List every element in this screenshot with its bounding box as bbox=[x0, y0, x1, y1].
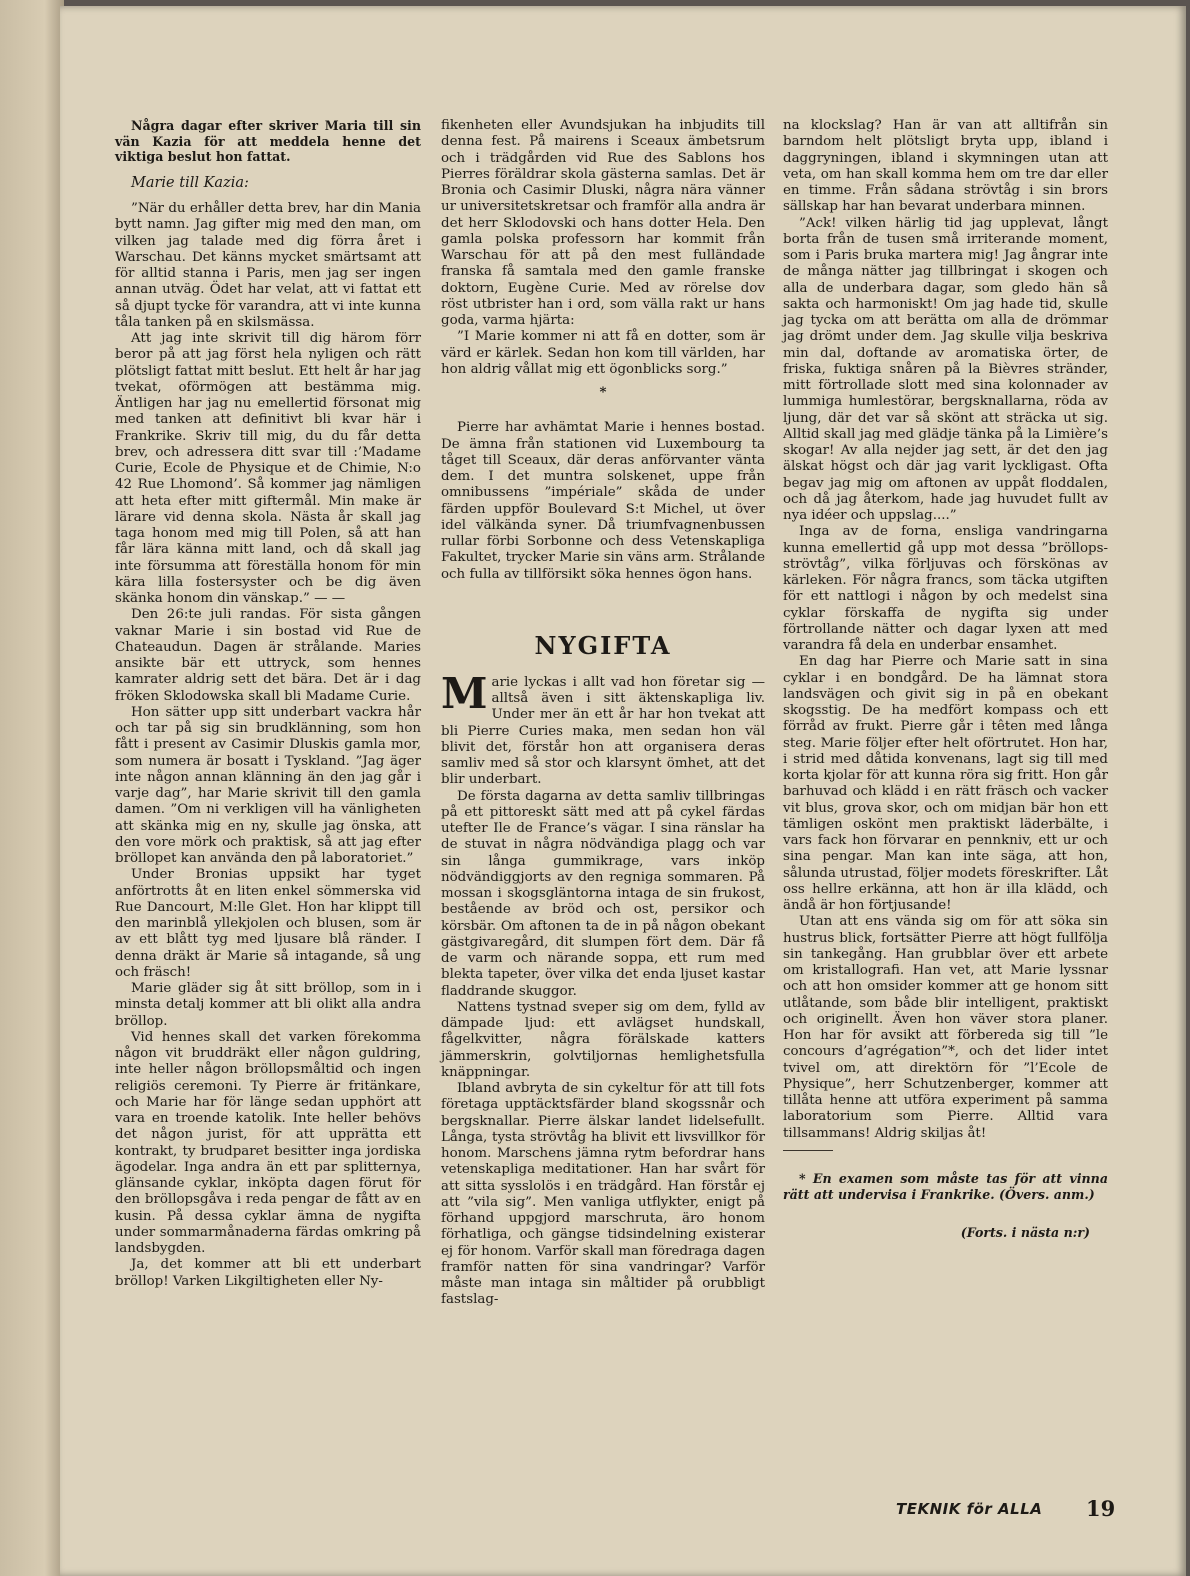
lead-text: arie lyckas i allt vad hon företar sig — alltså även i sitt äktenskapliga liv. Under mer än ett år har hon tvekat att bli Pierre Curies maka, men sedan hon väl blivit det, förstår hon att organisera deras samliv med så stor och klarsynt ömhet, att det blir underbart. bbox=[441, 674, 765, 788]
paragraph: na klockslag? Han är van att alltifrån sin barndom helt plötsligt bryta upp, ibland i daggryningen, ibland i skymningen utan att veta, om han skall komma hem om tre dar eller en timme. Från sådana strövtåg i sin brors sällskap har han bevarat underbara minnen. bbox=[783, 118, 1108, 215]
paragraph: Hon sätter upp sitt underbart vackra hår och tar på sig sin brudklänning, som hon fått i present av Casimir Dluskis gamla mor, som numera är bosatt i Tyskland. ”Jag äger inte någon annan klänning än den jag går i varje dag”, har Marie skrivit till den gamla damen. ”Om ni verkligen vill ha vänligheten att skänka mig en ny, skulle jag önska, att den vore mörk och praktisk, så att jag efter bröllopet kan använda den på laboratoriet.” bbox=[115, 704, 421, 867]
continuation-note: (Forts. i nästa n:r) bbox=[960, 1224, 1090, 1240]
paragraph: Ibland avbryta de sin cykeltur för att till fots företaga upptäcktsfärder bland skogssnår och bergsknallar. Pierre älskar landet lidelsefullt. Långa, tysta strövtåg ha blivit ett livsvillkor för honom. Marschens jämna rytm befordrar hans vetenskapliga meditationer. Han har svårt för att sitta sysslolös i en trädgård. Han förstår ej att ”vila sig”. Men vanliga utflykter, enigt på förhand uppgjord marschruta, äro honom förhatliga, och gängse tidsindelning existerar ej för honom. Varför skall man föredraga dagen framför natten för sina vandringar? Varför måste man intaga sin måltider på orubbligt fastslag- bbox=[441, 1081, 765, 1308]
paragraph: Nattens tystnad sveper sig om dem, fylld av dämpade ljud: ett avlägset hundskall, fågelkvitter, några förälskade katters jämmerskrin, golvtiljornas hemlighetsfulla knäppningar. bbox=[441, 999, 765, 1080]
article-column-1 bbox=[115, 118, 421, 1290]
article-column-2 bbox=[441, 118, 765, 1309]
lead-paragraph bbox=[441, 668, 765, 789]
paragraph: En dag har Pierre och Marie satt in sina cyklar i en bondgård. De ha lämnat stora landsvägen och givit sig in på en obekant skogsstig. De ha medfört kompass och ett förråd av frukt. Pierre går i têten med långa steg. Marie följer efter helt oförtrutet. Hon har, i strid med dåtida konvenans, lagt sig till med korta kjolar för att kunna röra sig fritt. Hon går barhuvad och klädd i en rätt fräsch och vacker vit blus, grova skor, och om midjan bär hon ett tämligen oskönt men praktiskt läderbälte, i vars fack hon förvarar en pennkniv, ett ur och sina pengar. Man kan inte säga, att hon, sålunda utrustad, följer modets föreskrifter. Låt oss hellre erkänna, att hon är illa klädd, och ändå är hon förtjusande! bbox=[783, 654, 1108, 913]
paragraph: Ja, det kommer att bli ett underbart bröllop! Varken Likgiltigheten eller Ny- bbox=[115, 1257, 421, 1289]
paragraph: fikenheten eller Avundsjukan ha inbjudits till denna fest. På mairens i Sceaux ämbetsrum och i trädgården vid Rue des Sablons hos Pierres föräldrar skola gästerna samlas. Det är Bronia och Casimir Dluski, några nära vänner ur universitetskretsar och framför alla andra är det herr Sklodovski och hans dotter Hela. Den gamla polska professorn har kommit från Warschau för att på den mest fulländade franska få samtala med den gamle franske doktorn, Eugène Curie. Med av rörelse dov röst utbrister han i ord, som välla rakt ur hans goda, varma hjärta: bbox=[441, 118, 765, 328]
paragraph: Utan att ens vända sig om för att söka sin hustrus blick, fortsätter Pierre att högt fullfölja sin tankegång. Han grubblar över ett arbete om kristallografi. Han vet, att Marie lyssnar och att hon omsider kommer att ge honom sitt utlåtande, som både blir intelligent, praktiskt och originellt. Även hon väver stora planer. Hon har för avsikt att förbereda sig till ”le concours d’agrégation”*, och det lider intet tvivel om, att direktörn för ”l’Ecole de Physique”, herr Schutzenberger, kommer att tillåta henne att utföra experiment på samma laboratorium som Pierre. Alltid vara tillsammans! Aldrig skiljas åt! bbox=[783, 914, 1108, 1141]
paragraph: Vid hennes skall det varken förekomma någon vit bruddräkt eller någon guldring, inte heller någon bröllopsmåltid och ingen religiös ceremoni. Ty Pierre är fritänkare, och Marie har för länge sedan upphört att vara en troende katolik. Inte heller behövs det någon jurist, för att upprätta ett kontrakt, ty brudparet besitter inga jordiska ägodelar. Inga andra än ett par splitternya, glänsande cyklar, inköpta dagen förut för den bröllopsgåva i reda pengar de fått av en kusin. På dessa cyklar ämna de nygifta under sommarmånaderna färdas omkring på landsbygden. bbox=[115, 1029, 421, 1257]
previous-page-edge bbox=[0, 0, 64, 1576]
section-divider-star: * bbox=[599, 384, 607, 400]
page-number: 19 bbox=[1086, 1496, 1116, 1521]
paragraph: Att jag inte skrivit till dig härom förr beror på att jag först hela nyligen och rätt plötsligt fattat mitt beslut. Ett helt år har jag tvekat, oförmögen att bestämma mig. Äntligen har jag nu emellertid försonat mig med tanken att definitivt bli kvar här i Frankrike. Skriv till mig, du du får detta brev, och adressera ditt svar till :’Madame Curie, Ecole de Physique et de Chimie, N:o 42 Rue Lhomond’. Så kommer jag nämligen att heta efter mitt giftermål. Min make är lärare vid denna skola. Nästa år skall jag taga honom med mig till Polen, så att han får lära känna mitt land, och då skall jag inte försumma att föreställa honom för min kära lilla fostersyster och be dig även skänka honom din vänskap.” — — bbox=[115, 331, 421, 607]
paragraph: ”I Marie kommer ni att få en dotter, som är värd er kärlek. Sedan hon kom till världen, har hon aldrig vållat mig ett ögonblicks sorg.” bbox=[441, 329, 765, 377]
section-heading: NYGIFTA bbox=[534, 630, 672, 660]
paragraph: Pierre har avhämtat Marie i hennes bostad. De ämna från stationen vid Luxembourg ta tåget till Sceaux, där deras anförvanter vänta dem. I det muntra solskenet, uppe från omnibussens ”impériale” skåda de under färden uppför Boulevard S:t Michel, ut över idel välkända syner. Då triumfvagnenbussen rullar förbi Sorbonne och dess Vetenskapliga Fakultet, trycker Marie sin väns arm. Strålande och fulla av tillförsikt söka hennes ögon hans. bbox=[441, 420, 765, 582]
intro-paragraph: Några dagar efter skriver Maria till sin vän Kazia för att meddela henne det viktiga beslut hon fattat. bbox=[115, 118, 421, 165]
paragraph: Under Bronias uppsikt har tyget anförtrotts åt en liten enkel sömmerska vid Rue Dancourt, M:lle Glet. Hon har klippt till den marinblå yllekjolen och blusen, som är av ett blått tyg med ljusare blå ränder. I denna dräkt är Marie så intagande, så ung och fräsch! bbox=[115, 867, 421, 980]
paragraph: ”När du erhåller detta brev, har din Mania bytt namn. Jag gifter mig med den man, om vilken jag talade med dig förra året i Warschau. Det känns mycket smärtsamt att för alltid stanna i Paris, men jag ser ingen annan utväg. Ödet har velat, att vi fattat ett så djupt tycke för varandra, att vi inte kunna tåla tanken på en skilsmässa. bbox=[115, 201, 421, 330]
paragraph: ”Ack! vilken härlig tid jag upplevat, långt borta från de tusen små irriterande moment, som i Paris bruka martera mig! Jag ångrar inte de många nätter jag tillbringat i skogen och alla de underbara dagar, som gledo hän så sakta och harmoniskt! Om jag hade tid, skulle jag tycka om att berätta om alla de drömmar jag drömt under dem. Jag skulle vilja beskriva min dal, doftande av aromatiska örter, de friska, fuktiga snåren på la Bièvres stränder, mitt förtrollade slott med sina kolonnader av lummiga humlestörar, bergsknallarna, röda av ljung, där det var så skönt att sträcka ut sig. Alltid skall jag med glädje tänka på la Limière’s skogar! Av alla nejder jag sett, är det den jag älskat högst och där jag varit lyckligast. Ofta begav jag mig om aftonen av uppåt floddalen, och då jag återkom, hade jag huvudet fullt av nya idéer och uppslag....” bbox=[783, 215, 1108, 523]
footnote-rule bbox=[783, 1150, 833, 1151]
paragraph: Inga av de forna, ensliga vandringarna kunna emellertid gå upp mot dessa ”bröllops-strövtåg”, vilka förljuvas och förskönas av kärleken. För några francs, som täcka utgiften för ett nattlogi i någon by och medelst sina cyklar förskaffa de nygifta sig under förtrollande nätter och dagar lyxen att med varandra få dela en underbar ensamhet. bbox=[783, 524, 1108, 653]
drop-cap: M bbox=[441, 668, 488, 718]
magazine-title: TEKNIK för ALLA bbox=[896, 1500, 1043, 1518]
footnote: * En examen som måste tas för att vinna rätt att undervisa i Frankrike. (Övers. anm.) bbox=[783, 1170, 1108, 1202]
article-column-3 bbox=[783, 118, 1108, 1241]
paragraph: Den 26:te juli randas. För sista gången vaknar Marie i sin bostad vid Rue de Chateaudun. Dagen är strålande. Maries ansikte bär ett uttryck, som hennes kamrater aldrig sett det bära. Det är i dag fröken Sklodowska skall bli Madame Curie. bbox=[115, 607, 421, 704]
paragraph: Marie gläder sig åt sitt bröllop, som in i minsta detalj kommer att bli olikt alla andra bröllop. bbox=[115, 981, 421, 1029]
letter-salutation: Marie till Kazia: bbox=[131, 174, 249, 191]
paragraph: De första dagarna av detta samliv tillbringas på ett pittoreskt sätt med att på cykel färdas utefter Ile de France’s vägar. I sina ränslar ha de stuvat in några nödvändiga plagg och var sin långa gummikrage, vars inköp nödvändiggjorts av den regniga sommaren. På mossan i skogsgläntorna intaga de sin frukost, bestående av bröd och ost, persikor och körsbär. Om aftonen ta de in på någon obekant gästgivaregård, dit slumpen fört dem. Där få de varm och närande soppa, ett rum med blekta tapeter, över vilka det enda ljuset kastar fladdrande skuggor. bbox=[441, 788, 765, 999]
